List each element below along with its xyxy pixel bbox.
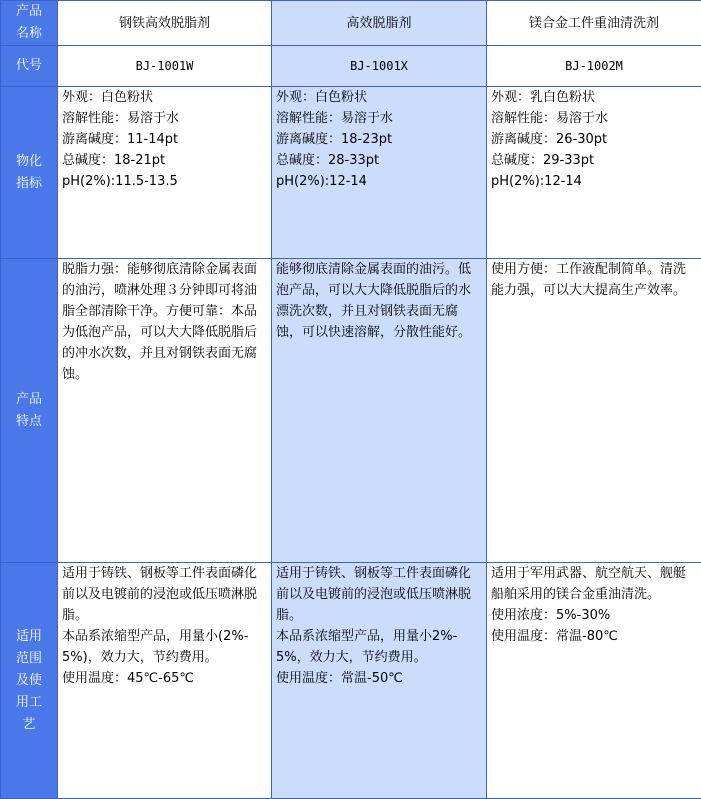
property-line: 总碱度：18-21pt [62,150,267,171]
features-cell-1 [58,259,272,563]
label-line: 产品 [3,1,55,23]
features-cell-2 [272,259,487,563]
feature-text: 脱脂力强：能够彻底清除金属表面的油污，喷淋处理３分钟即可将油脂全部清除干净。方便可靠：本品为低泡产品，可以大大降低脱脂后的冲水次数，并且对钢铁表面无腐蚀。 [62,259,267,385]
property-line: 游离碱度：18-23pt [276,129,482,150]
product-name-3: 镁合金工件重油清洗剂 [487,1,701,46]
product-name-row [1,1,701,46]
property-line: 溶解性能：易溶于水 [276,108,482,129]
product-name-2: 高效脱脂剂 [272,1,487,46]
product-name-1: 钢铁高效脱脂剂 [58,1,272,46]
usage-cell-2 [272,563,487,799]
property-line: pH(2%):12-14 [491,171,697,192]
properties-cell-3 [487,87,701,259]
label-line: 指标 [3,173,55,195]
property-line: 溶解性能：易溶于水 [62,108,267,129]
usage-cell-3 [487,563,701,799]
label-line: 艺 [3,714,55,736]
label-line: 名称 [3,23,55,45]
property-line: pH(2%):11.5-13.5 [62,171,267,192]
property-line: 总碱度：29-33pt [491,150,697,171]
property-line: 溶解性能：易溶于水 [491,108,697,129]
property-line: 外观：白色粉状 [276,87,482,108]
usage-text: 适用于军用武器、航空航天、舰艇船舶采用的镁合金重油清洗。 [491,563,697,605]
code-1: BJ-1001W [58,46,272,87]
usage-text: 使用浓度：5%-30% [491,605,697,626]
usage-text: 适用于铸铁、钢板等工件表面磷化前以及电镀前的浸泡或低压喷淋脱脂。 [276,563,482,626]
usage-text: 本品系浓缩型产品，用量小2%-5%，效力大，节约费用。 [276,626,482,668]
label-line: 特点 [3,411,55,433]
code-label [1,46,58,87]
property-line: 总碱度：28-33pt [276,150,482,171]
label-line: 产品 [3,389,55,411]
code-row [1,46,701,87]
feature-text: 能够彻底清除金属表面的油污。低泡产品，可以大大降低脱脂后的水漂洗次数，并且对钢铁表面无腐蚀，可以快速溶解，分散性能好。 [276,259,482,343]
label-line: 范围 [3,648,55,670]
label-line: 及使 [3,670,55,692]
property-line: 游离碱度：26-30pt [491,129,697,150]
usage-text: 本品系浓缩型产品，用量小(2%-5%)，效力大，节约费用。 [62,626,267,668]
usage-label [1,563,58,799]
properties-row [1,87,701,259]
usage-text: 使用温度：常温-80℃ [491,626,697,647]
label-line: 物化 [3,151,55,173]
product-name-label [1,1,58,46]
code-2: BJ-1001X [272,46,487,87]
usage-text: 适用于铸铁、钢板等工件表面磷化前以及电镀前的浸泡或低压喷淋脱脂。 [62,563,267,626]
property-line: 外观：乳白色粉状 [491,87,697,108]
properties-cell-2 [272,87,487,259]
property-line: 游离碱度：11-14pt [62,129,267,150]
usage-row [1,563,701,799]
property-line: pH(2%):12-14 [276,171,482,192]
features-row [1,259,701,563]
properties-label [1,87,58,259]
property-line: 外观：白色粉状 [62,87,267,108]
feature-text: 使用方便：工作液配制简单。清洗能力强，可以大大提高生产效率。 [491,259,697,301]
features-label [1,259,58,563]
usage-cell-1 [58,563,272,799]
features-cell-3 [487,259,701,563]
usage-text: 使用温度：45℃-65℃ [62,668,267,689]
label-line: 用工 [3,692,55,714]
label-line: 代号 [3,55,55,77]
code-3: BJ-1002M [487,46,701,87]
label-line: 适用 [3,626,55,648]
properties-cell-1 [58,87,272,259]
usage-text: 使用温度：常温-50℃ [276,668,482,689]
